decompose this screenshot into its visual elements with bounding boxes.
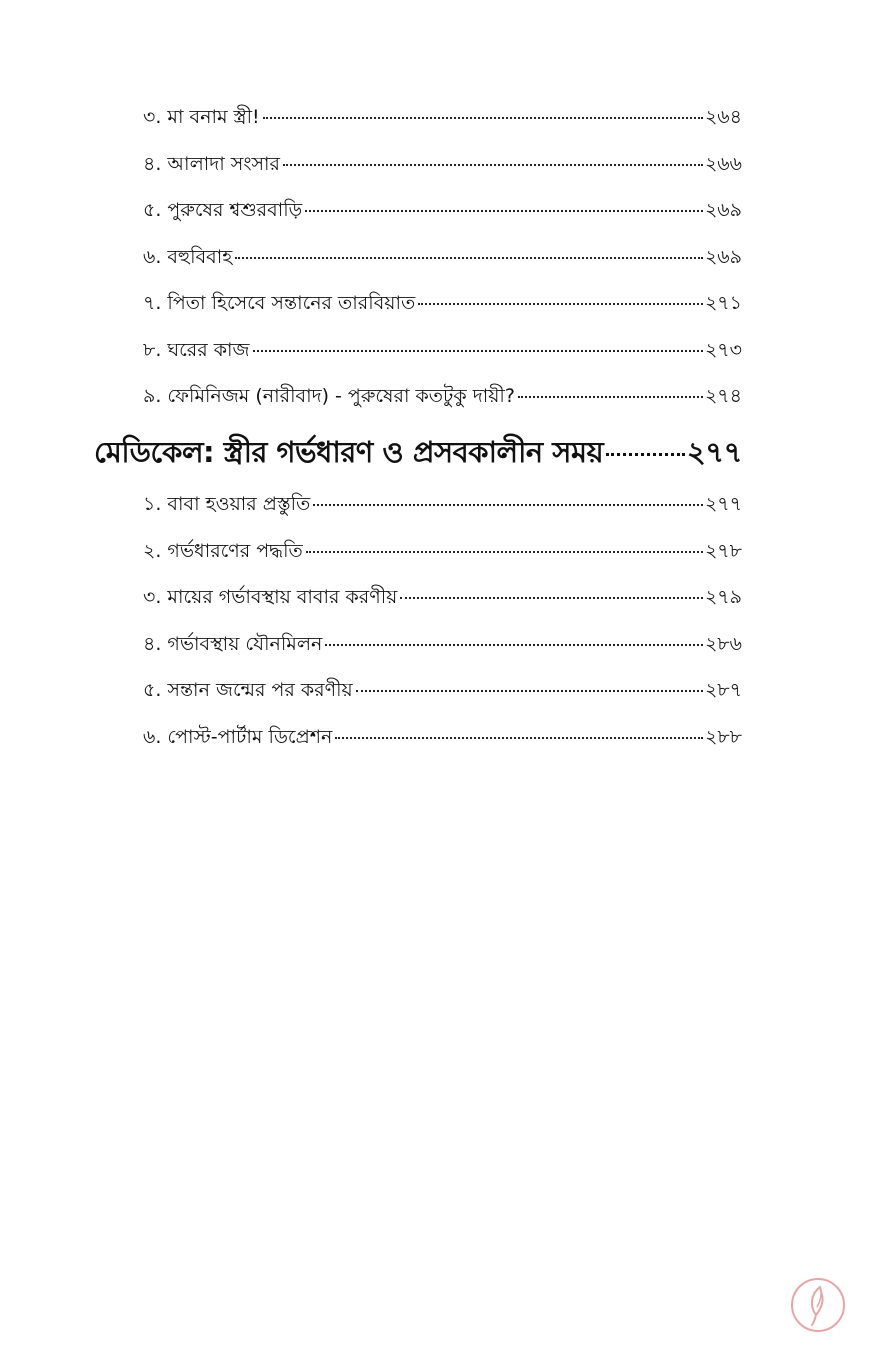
- toc-entry-title: ৫. পুরুষের শ্বশুরবাড়ি: [143, 199, 303, 221]
- toc-entry-title: ৪. আলাদা সংসার: [143, 153, 281, 175]
- toc-dot-leader: [313, 504, 703, 506]
- toc-entry-title: ৮. ঘরের কাজ: [143, 339, 250, 361]
- toc-entry-page: ২৭৮: [704, 540, 742, 562]
- toc-entry-page: ২৬৬: [704, 153, 742, 175]
- toc-entry-page: ২৭৩: [704, 339, 742, 361]
- toc-entry[interactable]: [143, 538, 742, 564]
- toc-entry[interactable]: [143, 337, 742, 363]
- toc-entry-title: ৬. পোস্ট-পার্টাম ডিপ্রেশন: [143, 726, 333, 748]
- toc-entry[interactable]: [143, 491, 742, 517]
- toc-dot-leader: [306, 551, 703, 553]
- toc-entry[interactable]: [143, 290, 742, 316]
- toc-section-title: মেডিকেল: স্ত্রীর গর্ভধারণ ও প্রসবকালীন সময়: [94, 435, 604, 469]
- toc-entry-page: ২৭১: [704, 292, 742, 314]
- toc-entry-title: ৭. পিতা হিসেবে সন্তানের তারবিয়াত: [143, 292, 416, 314]
- toc-dot-leader: [325, 644, 703, 646]
- toc-entry-page: ২৬৪: [704, 106, 742, 128]
- toc-entry-title: ৯. ফেমিনিজম (নারীবাদ) - পুরুষেরা কতটুকু দায়ী?: [143, 385, 515, 407]
- toc-dot-leader: [356, 690, 703, 692]
- toc-entry[interactable]: [143, 244, 742, 270]
- toc-entry-title: ২. গর্ভধারণের পদ্ধতি: [143, 540, 303, 562]
- quill-logo-icon: [790, 1277, 846, 1333]
- toc-entry-title: ৬. বহুবিবাহ: [143, 246, 233, 268]
- toc-dot-leader: [283, 164, 703, 166]
- toc-entry[interactable]: [143, 151, 742, 177]
- toc-entry-title: ৩. মায়ের গর্ভাবস্থায় বাবার করণীয়: [143, 586, 398, 608]
- toc-dot-leader: [263, 117, 703, 119]
- toc-entry[interactable]: [143, 631, 742, 657]
- toc-entry-page: ২৮৮: [704, 726, 742, 748]
- toc-dot-leader: [305, 210, 703, 212]
- toc-dot-leader: [335, 737, 703, 739]
- toc-entry[interactable]: [143, 197, 742, 223]
- toc-dot-leader: [518, 396, 703, 398]
- toc-entry[interactable]: [143, 584, 742, 610]
- toc-entry-page: ২৭৪: [704, 385, 742, 407]
- toc-section-heading[interactable]: [94, 432, 742, 472]
- toc-entry-title: ৩. মা বনাম স্ত্রী!: [143, 106, 260, 128]
- toc-dot-leader: [235, 257, 703, 259]
- toc-entry[interactable]: [143, 724, 742, 750]
- toc-entry-page: ২৬৯: [704, 199, 742, 221]
- toc-entry-page: ২৬৯: [704, 246, 742, 268]
- toc-dot-leader: [253, 350, 703, 352]
- toc-dot-leader: [400, 597, 703, 599]
- toc-dot-leader: [418, 303, 703, 305]
- toc-entry[interactable]: [143, 677, 742, 703]
- toc-entry-page: ২৮৭: [704, 679, 742, 701]
- toc-dot-leader: [606, 453, 685, 456]
- toc-entry[interactable]: [143, 383, 742, 409]
- toc-entry-title: ১. বাবা হওয়ার প্রস্তুতি: [143, 493, 311, 515]
- toc-entry-page: ২৮৬: [704, 633, 742, 655]
- toc-entry[interactable]: [143, 104, 742, 130]
- toc-entry-title: ৫. সন্তান জন্মের পর করণীয়: [143, 679, 353, 701]
- toc-entry-page: ২৭৯: [704, 586, 742, 608]
- toc-entry-title: ৪. গর্ভাবস্থায় যৌনমিলন: [143, 633, 323, 655]
- toc-entry-page: ২৭৭: [704, 493, 742, 515]
- toc-section-page: ২৭৭: [686, 435, 742, 469]
